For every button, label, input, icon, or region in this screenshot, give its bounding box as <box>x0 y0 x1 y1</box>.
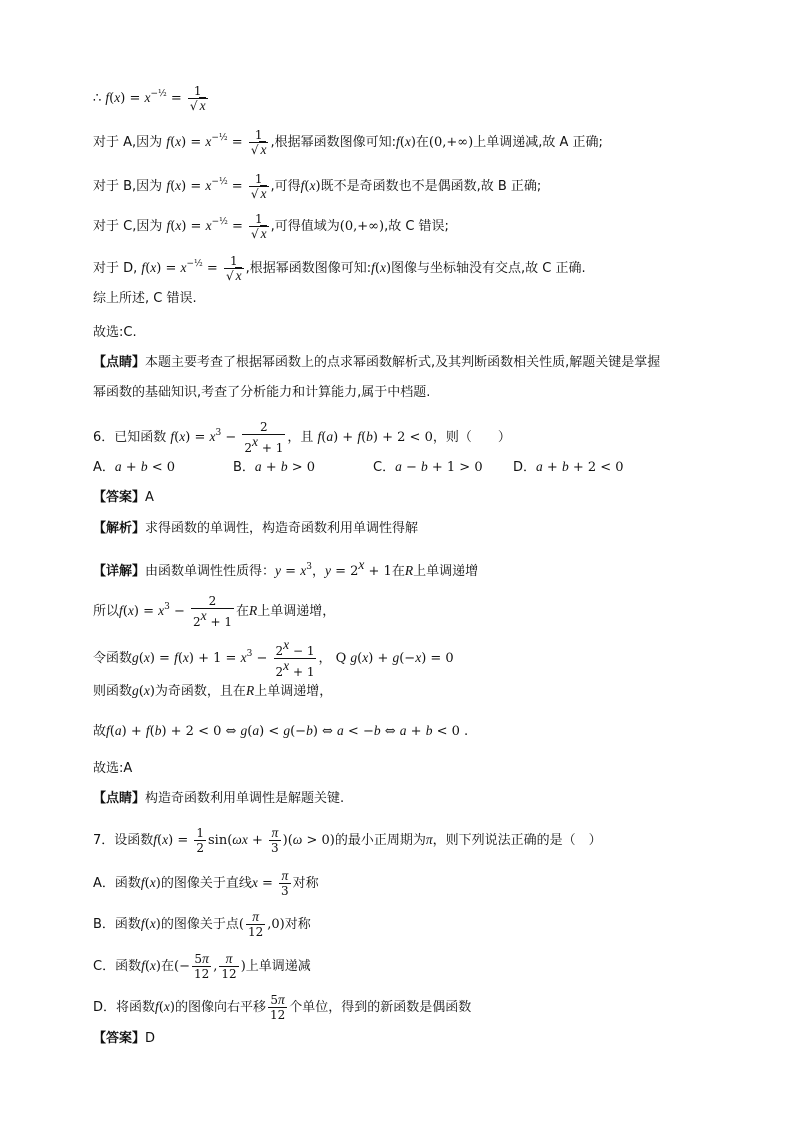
q6-detail-4: 则函数g(x)为奇函数，且在R上单调递增， <box>93 683 333 699</box>
q6-option-d: D．a + b + 2 < 0 <box>513 459 624 475</box>
q6-answer: 【答案】A <box>93 490 154 505</box>
q7-option-b: B．函数f(x)的图像关于点( $\frac{\pi}{12}$ ,0)对称 <box>93 909 311 939</box>
q6-detail-2: 所以$f(x) = x^3$ − $\frac{2}{2^x + 1}$ 在R上单调递增， <box>93 594 336 629</box>
q6-comment: 【点睛】构造奇函数利用单调性是解题关键. <box>93 791 345 806</box>
question-6-options <box>93 458 653 477</box>
formula-line-conclusion: ∴ $f(x) = x^{-\frac{1}{2}}$ = $\frac{1}{√ x}$ <box>93 84 206 113</box>
q6-option-c: C．a − b + 1 > 0 <box>373 459 483 475</box>
comment-line-2: 幂函数的基础知识,考查了分析能力和计算能力,属于中档题. <box>93 385 431 400</box>
q7-option-a: A．函数f(x)的图像关于直线x = $\frac{\pi}{3}$ 对称 <box>93 868 319 898</box>
answer-choice-line: 故选:C. <box>93 325 137 340</box>
comment-line-1: 【点睛】本题主要考查了根据幂函数上的点求幂函数解析式,及其判断函数相关性质,解题关键是掌握 <box>93 355 661 370</box>
summary-line: 综上所述, C 错误. <box>93 291 197 306</box>
q6-choice: 故选:A <box>93 761 133 776</box>
question-6: 6．已知函数 $f(x) = x^3$ − $\frac{2}{2^x + 1}$ ，且 f(a) + f(b) + 2 < 0，则（ ） <box>93 420 511 455</box>
analysis-option-b: 对于 B,因为 $f(x) = x^{-\frac{1}{2}}$ = $\frac{1}{√ x}$ ,可得f(x)既不是奇函数也不是偶函数,故 B 正确; <box>93 172 542 201</box>
q6-option-b: B．a + b > 0 <box>233 459 316 475</box>
analysis-option-c: 对于 C,因为 $f(x) = x^{-\frac{1}{2}}$ = $\frac{1}{√ x}$ ,可得值域为(0,+∞),故 C 错误; <box>93 212 449 241</box>
analysis-option-d: 对于 D, $f(x) = x^{-\frac{1}{2}}$ = $\frac{1}{√ x}$ ,根据幂函数图像可知:f(x)图像与坐标轴没有交点,故 C 正确. <box>93 254 586 283</box>
q7-answer: 【答案】D <box>93 1031 156 1046</box>
q6-detail-5: 故f(a) + f(b) + 2 < 0 ⇔ g(a) < g(−b) ⇔ a < −b ⇔ a + b < 0 . <box>93 723 469 739</box>
question-7: 7．设函数f(x) = $\frac{1}{2}$ sin(ωx + $\frac{\pi}{3}$ )(ω > 0)的最小正周期为π，则下列说法正确的是（ ） <box>93 825 602 855</box>
q6-detail-1: 【详解】由函数单调性性质得：$y = x^3$，$y = 2^x + 1$在R上单调递增 <box>93 557 479 579</box>
q6-option-a: A．a + b < 0 <box>93 459 176 475</box>
q6-detail-3: 令函数$g(x) = f(x) + 1 = x^3$ − $\frac{2^x - 1}{2^x + 1}$ ， Q g(x) + g(−x) = 0 <box>93 637 454 679</box>
q7-option-c: C．函数f(x)在(− $\frac{5\pi}{12}$ , $\frac{\pi}{12}$ )上单调递减 <box>93 951 311 981</box>
analysis-option-a: 对于 A,因为 $f(x) = x^{-\frac{1}{2}}$ = $\frac{1}{√ x}$ ,根据幂函数图像可知:f(x)在(0,+∞)上单调递减,故 A 正确; <box>93 128 603 157</box>
q7-option-d: D．将函数f(x)的图像向右平移 $\frac{5\pi}{12}$ 个单位，得到的新函数是偶函数 <box>93 992 472 1022</box>
q6-analysis: 【解析】求得函数的单调性，构造奇函数利用单调性得解 <box>93 521 419 536</box>
